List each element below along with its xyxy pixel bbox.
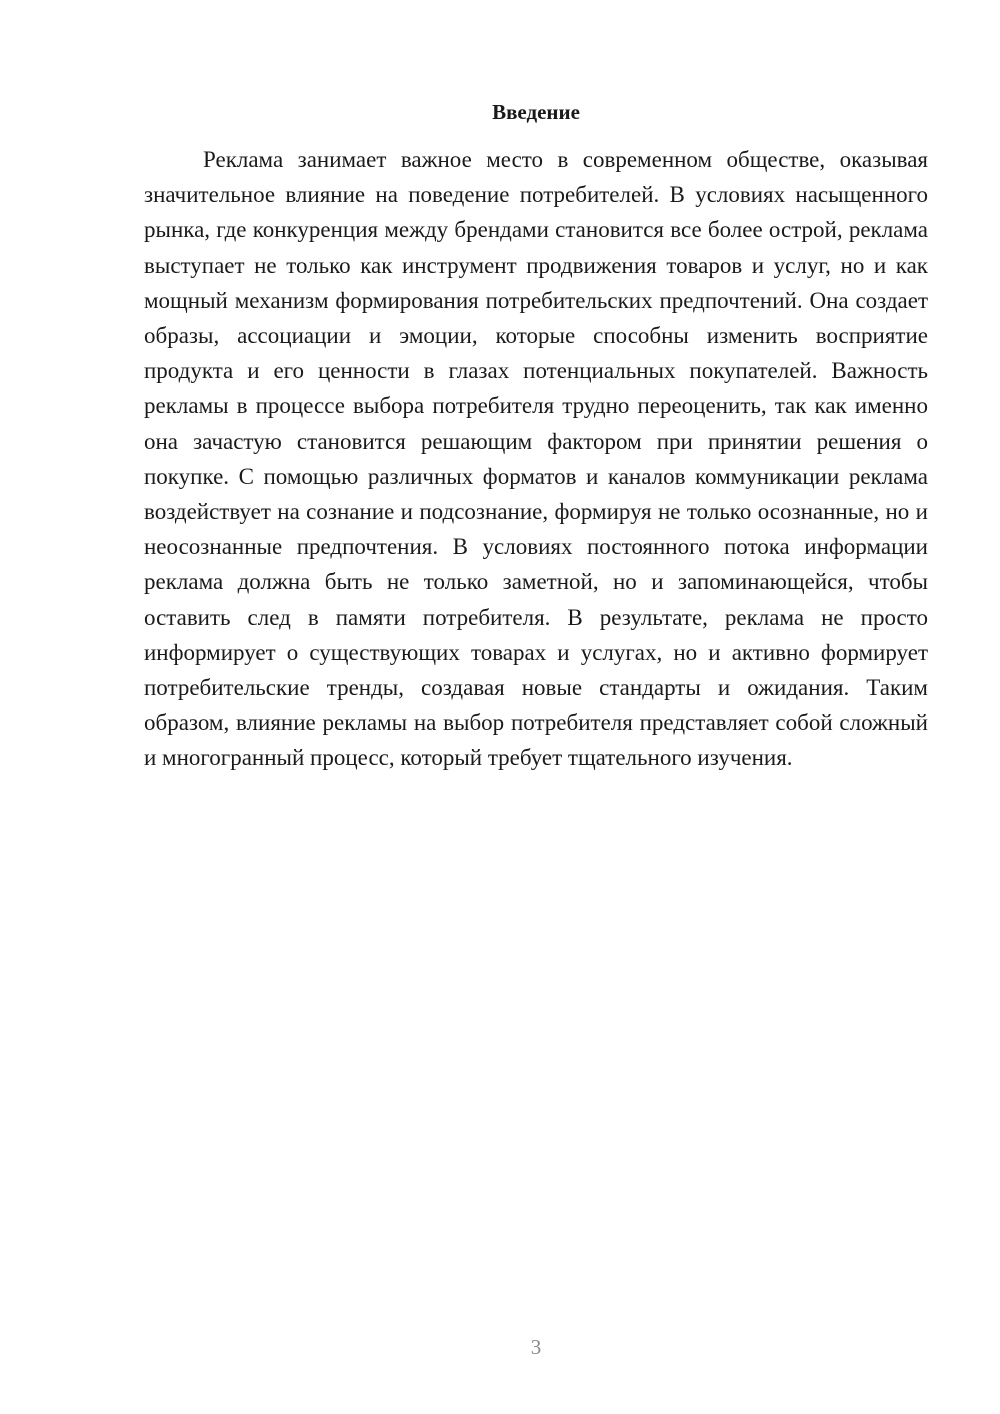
intro-paragraph: Реклама занимает важное место в современном обществе, оказывая значительное влияние на поведение потребителей. В условиях насыщенного рынка, где конкуренция между брендами становится все более острой, реклама выступает не только как инструмент продвижения товаров и услуг, но и как мощный механизм формирования потребительских предпочтений. Она создает образы, ассоциации и эмоции, которые способны изменить восприятие продукта и его ценности в глазах потенциальных покупателей. Важность рекламы в процессе выбора потребителя трудно переоценить, так как именно она зачастую становится решающим фактором при принятии решения о покупке. С помощью различных форматов и каналов коммуникации реклама воздействует на сознание и подсознание, формируя не только осознанные, но и неосознанные предпочтения. В условиях постоянного потока информации реклама должна быть не только заметной, но и запоминающейся, чтобы оставить след в памяти потребителя. В результате, реклама не просто информирует о существующих товарах и услугах, но и активно формирует потребительские тренды, создавая новые стандарты и ожидания. Таким образом, влияние рекламы на выбор потребителя представляет собой сложный и многогранный процесс, который требует тщательного изучения. xyxy=(144,147,928,771)
section-heading: Введение xyxy=(492,100,580,124)
page-number: 3 xyxy=(530,1335,542,1359)
